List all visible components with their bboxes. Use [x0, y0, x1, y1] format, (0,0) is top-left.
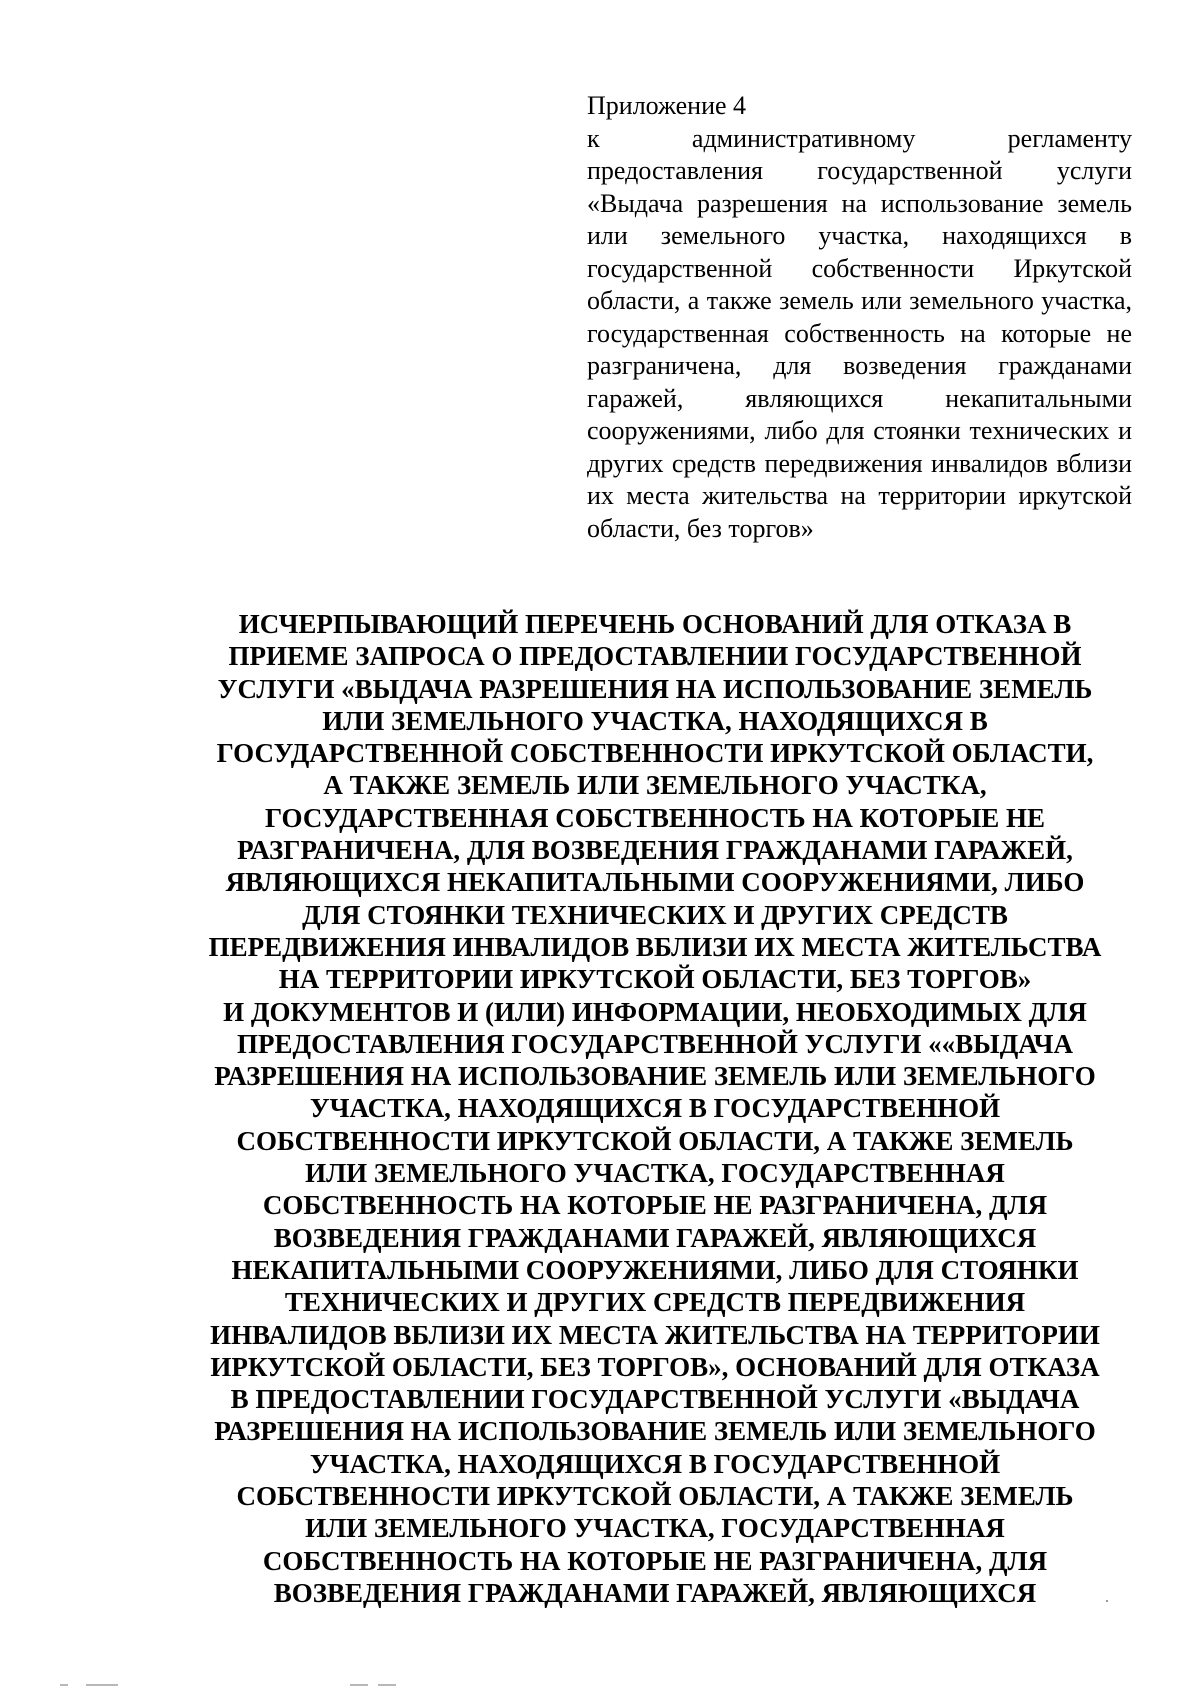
scan-mark — [378, 1684, 396, 1686]
title-line: А ТАКЖЕ ЗЕМЕЛЬ ИЛИ ЗЕМЕЛЬНОГО УЧАСТКА, — [323, 770, 987, 801]
title-line: ГОСУДАРСТВЕННАЯ СОБСТВЕННОСТЬ НА КОТОРЫЕ НЕ — [265, 802, 1045, 833]
title-line: РАЗРЕШЕНИЯ НА ИСПОЛЬЗОВАНИЕ ЗЕМЕЛЬ ИЛИ ЗЕМЕЛЬНОГО — [214, 1061, 1096, 1092]
title-line: ПРИЕМЕ ЗАПРОСА О ПРЕДОСТАВЛЕНИИ ГОСУДАРСТВЕННОЙ — [228, 641, 1082, 672]
title-line: ВОЗВЕДЕНИЯ ГРАЖДАНАМИ ГАРАЖЕЙ, ЯВЛЯЮЩИХСЯ — [273, 1222, 1037, 1253]
title-line: СОБСТВЕННОСТИ ИРКУТСКОЙ ОБЛАСТИ, А ТАКЖЕ ЗЕМЕЛЬ — [236, 1125, 1074, 1156]
title-line: ТЕХНИЧЕСКИХ И ДРУГИХ СРЕДСТВ ПЕРЕДВИЖЕНИЯ — [284, 1287, 1026, 1318]
title-line: СОБСТВЕННОСТИ ИРКУТСКОЙ ОБЛАСТИ, А ТАКЖЕ ЗЕМЕЛЬ — [236, 1481, 1074, 1512]
appendix-label: Приложение 4 — [587, 91, 747, 120]
title-line: ЯВЛЯЮЩИХСЯ НЕКАПИТАЛЬНЫМИ СООРУЖЕНИЯМИ, ЛИБО — [225, 867, 1085, 898]
title-line: ИЛИ ЗЕМЕЛЬНОГО УЧАСТКА, ГОСУДАРСТВЕННАЯ — [305, 1158, 1005, 1189]
title-line: ПЕРЕДВИЖЕНИЯ ИНВАЛИДОВ ВБЛИЗИ ИХ МЕСТА ЖИТЕЛЬСТВА — [208, 931, 1102, 962]
title-line: УЧАСТКА, НАХОДЯЩИХСЯ В ГОСУДАРСТВЕННОЙ — [309, 1093, 1001, 1124]
appendix-header — [587, 90, 1132, 545]
title-line: ГОСУДАРСТВЕННОЙ СОБСТВЕННОСТИ ИРКУТСКОЙ ОБЛАСТИ, — [216, 738, 1094, 769]
title-line: ИЛИ ЗЕМЕЛЬНОГО УЧАСТКА, НАХОДЯЩИХСЯ В — [322, 705, 988, 736]
title-line: НА ТЕРРИТОРИИ ИРКУТСКОЙ ОБЛАСТИ, БЕЗ ТОРГОВ» — [278, 964, 1032, 995]
title-line: ИЛИ ЗЕМЕЛЬНОГО УЧАСТКА, ГОСУДАРСТВЕННАЯ — [305, 1513, 1005, 1544]
title-line: ИРКУТСКОЙ ОБЛАСТИ, БЕЗ ТОРГОВ», ОСНОВАНИЙ ДЛЯ ОТКАЗА — [210, 1351, 1100, 1382]
appendix-reference-text: к административному регламенту предоставления государственной услуги «Выдача разрешения на использование земель или земельного участка, находящихся в государственной собственности Иркутской области, а также земель или земельного участка, государственная собственность на которые не разграничена, для возведения гражданами гаражей, являющихся некапитальными сооружениями, либо для стоянки технических и других средств передвижения инвалидов вблизи их места жительства на территории иркутской области, без торгов» — [587, 123, 1132, 543]
title-line: ДЛЯ СТОЯНКИ ТЕХНИЧЕСКИХ И ДРУГИХ СРЕДСТВ — [302, 899, 1008, 930]
title-line: СОБСТВЕННОСТЬ НА КОТОРЫЕ НЕ РАЗГРАНИЧЕНА, ДЛЯ — [262, 1545, 1048, 1576]
title-line: УСЛУГИ «ВЫДАЧА РАЗРЕШЕНИЯ НА ИСПОЛЬЗОВАНИЕ ЗЕМЕЛЬ — [217, 673, 1093, 704]
title-line: ВОЗВЕДЕНИЯ ГРАЖДАНАМИ ГАРАЖЕЙ, ЯВЛЯЮЩИХСЯ — [273, 1577, 1037, 1608]
scan-speck — [1106, 1600, 1108, 1602]
scan-mark — [350, 1684, 368, 1686]
title-line: В ПРЕДОСТАВЛЕНИИ ГОСУДАРСТВЕННОЙ УСЛУГИ «ВЫДАЧА — [230, 1384, 1080, 1415]
title-line: ИСЧЕРПЫВАЮЩИЙ ПЕРЕЧЕНЬ ОСНОВАНИЙ ДЛЯ ОТКАЗА В — [238, 609, 1072, 639]
scan-mark — [86, 1684, 118, 1686]
title-line: УЧАСТКА, НАХОДЯЩИХСЯ В ГОСУДАРСТВЕННОЙ — [309, 1448, 1001, 1479]
title-line: СОБСТВЕННОСТЬ НА КОТОРЫЕ НЕ РАЗГРАНИЧЕНА, ДЛЯ — [262, 1190, 1048, 1221]
title-line: ИНВАЛИДОВ ВБЛИЗИ ИХ МЕСТА ЖИТЕЛЬСТВА НА ТЕРРИТОРИИ — [210, 1319, 1100, 1350]
document-title — [170, 608, 1140, 1609]
title-line: НЕКАПИТАЛЬНЫМИ СООРУЖЕНИЯМИ, ЛИБО ДЛЯ СТОЯНКИ — [231, 1254, 1079, 1285]
scan-mark — [60, 1684, 68, 1686]
title-line: ПРЕДОСТАВЛЕНИЯ ГОСУДАРСТВЕННОЙ УСЛУГИ ««ВЫДАЧА — [237, 1028, 1073, 1059]
title-line: РАЗГРАНИЧЕНА, ДЛЯ ВОЗВЕДЕНИЯ ГРАЖДАНАМИ ГАРАЖЕЙ, — [237, 835, 1073, 866]
scan-artifacts — [60, 1684, 400, 1688]
title-line: И ДОКУМЕНТОВ И (ИЛИ) ИНФОРМАЦИИ, НЕОБХОДИМЫХ ДЛЯ — [223, 996, 1087, 1027]
title-line: РАЗРЕШЕНИЯ НА ИСПОЛЬЗОВАНИЕ ЗЕМЕЛЬ ИЛИ ЗЕМЕЛЬНОГО — [214, 1416, 1096, 1447]
